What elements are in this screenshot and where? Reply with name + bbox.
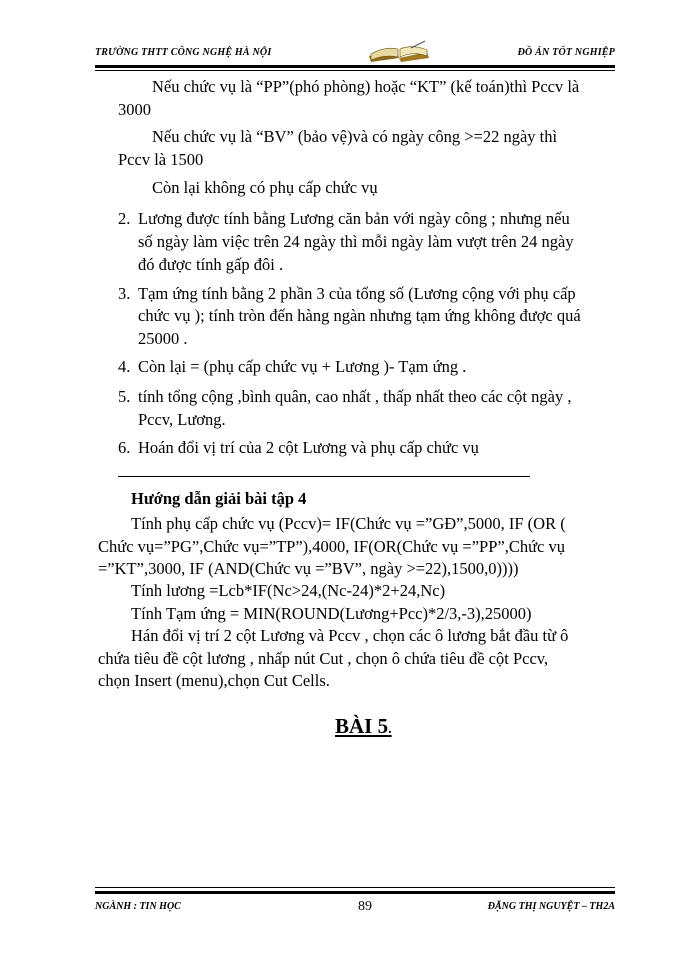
page-header: [95, 40, 615, 64]
list-item-line: Lương được tính bằng Lương căn bản với ngày công ; nhưng nếu: [138, 209, 570, 228]
footer-rule-thin: [95, 887, 615, 888]
list-item-line: Còn lại = (phụ cấp chức vụ + Lương )- Tạm ứng .: [138, 357, 467, 376]
footer-rule: [95, 891, 615, 894]
guide-line: Hán đổi vị trí 2 cột Lương và Pccv , chọn các ô lương bắt đầu từ ô: [131, 626, 569, 645]
header-school: TRƯỜNG THTT CÔNG NGHỆ HÀ NỘI: [95, 47, 272, 58]
guide-line: chứa tiêu đề cột lương , nhấp nút Cut , chọn ô chứa tiêu đề cột Pccv,: [98, 649, 549, 668]
guide-line: Tính phụ cấp chức vụ (Pccv)= IF(Chức vụ =”GĐ”,5000, IF (OR (: [131, 514, 566, 533]
guide-line: Tính lương =Lcb*IF(Nc>24,(Nc-24)*2+24,Nc): [131, 581, 446, 600]
guide-line: =”KT”,3000, IF (AND(Chức vụ =”BV”, ngày >=22),1500,0)))): [98, 559, 519, 578]
list-number: 4.: [118, 357, 131, 376]
list-item-line: Hoán đổi vị trí của 2 cột Lương và phụ cấp chức vụ: [138, 438, 479, 457]
list-item-line: tính tổng cộng ,bình quân, cao nhất , thấp nhất theo các cột ngày ,: [138, 387, 572, 406]
section-divider: [118, 476, 530, 477]
footer-major: NGÀNH : TIN HỌC: [95, 901, 181, 912]
list-number: 2.: [118, 209, 131, 228]
footer-author: ĐẶNG THỊ NGUYỆT – TH2A: [487, 901, 615, 912]
paragraph-line: Pccv là 1500: [118, 150, 204, 169]
header-rule: [95, 65, 615, 68]
guide-heading: Hướng dẫn giải bài tập 4: [131, 489, 307, 508]
list-item-line: đó được tính gấp đôi .: [138, 255, 284, 274]
paragraph-line: 3000: [118, 100, 151, 119]
section-title: BÀI 5.: [335, 714, 392, 738]
list-item-line: số ngày làm việc trên 24 ngày thì mỗi ngày làm vượt trên 24 ngày: [138, 232, 574, 251]
header-title: ĐỒ ÁN TỐT NGHIỆP: [517, 47, 615, 58]
list-item-line: 25000 .: [138, 329, 188, 348]
paragraph-line: Còn lại không có phụ cấp chức vụ: [152, 178, 378, 197]
guide-line: chọn Insert (menu),chọn Cut Cells.: [98, 671, 330, 690]
guide-line: Tính Tạm ứng = MIN(ROUND(Lương+Pcc)*2/3,-3),25000): [131, 604, 532, 623]
open-book-icon: [365, 40, 433, 67]
page-footer: [95, 897, 615, 917]
list-number: 6.: [118, 438, 131, 457]
list-number: 5.: [118, 387, 131, 406]
guide-line: Chức vụ=”PG”,Chức vụ=”TP”),4000, IF(OR(Chức vụ =”PP”,Chức vụ: [98, 537, 565, 556]
paragraph-line: Nếu chức vụ là “PP”(phó phòng) hoặc “KT” (kế toán)thì Pccv là: [152, 77, 580, 96]
paragraph-line: Nếu chức vụ là “BV” (bảo vệ)và có ngày công >=22 ngày thì: [152, 127, 558, 146]
header-rule-thin: [95, 70, 615, 71]
page-number: 89: [358, 899, 372, 914]
list-item-line: Pccv, Lương.: [138, 410, 226, 429]
list-item-line: Tạm ứng tính bằng 2 phần 3 của tổng số (Lương cộng với phụ cấp: [138, 284, 576, 303]
list-number: 3.: [118, 284, 131, 303]
list-item-line: chức vụ ); tính tròn đến hàng ngàn nhưng tạm ứng không được quá: [138, 306, 581, 325]
